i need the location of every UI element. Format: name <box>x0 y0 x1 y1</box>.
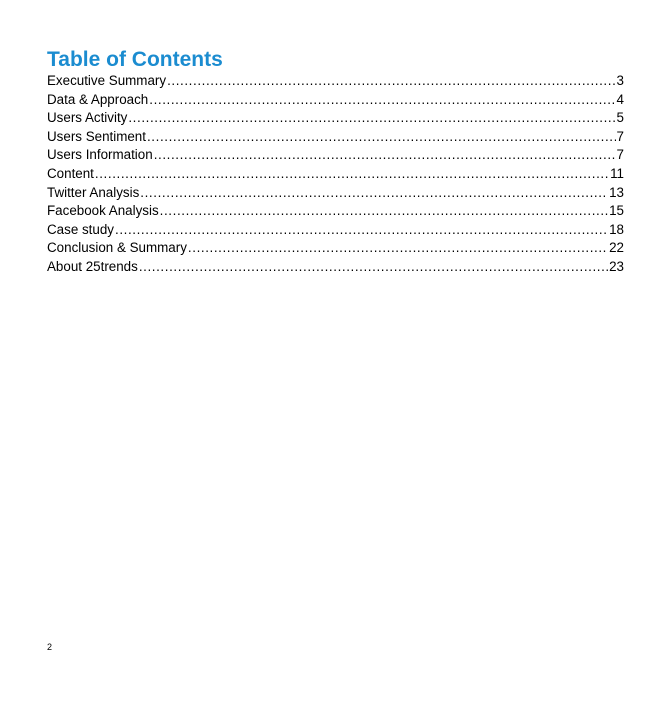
toc-entry-page[interactable]: 13 <box>609 184 624 200</box>
toc-dot-leader <box>128 109 615 128</box>
toc-entry-title[interactable]: Conclusion & Summary <box>47 240 187 256</box>
page-number: 2 <box>47 642 53 652</box>
toc-entry-about-25trends[interactable] <box>47 258 624 277</box>
toc-entry-page[interactable]: 3 <box>616 73 624 88</box>
toc-dot-leader <box>147 128 616 147</box>
toc-entry-case-study[interactable] <box>47 221 624 240</box>
toc-dot-leader <box>149 91 615 110</box>
toc-heading: Table of Contents <box>47 48 223 71</box>
toc-entry-users-information[interactable] <box>47 146 624 165</box>
toc-dot-leader <box>139 258 608 277</box>
toc-entry-twitter-analysis[interactable] <box>47 184 624 203</box>
toc-dot-leader <box>95 165 609 184</box>
toc-entry-title[interactable]: About 25trends <box>47 258 138 274</box>
toc-entry-users-sentiment[interactable] <box>47 128 624 147</box>
toc-entry-title[interactable]: Users Activity <box>47 110 128 126</box>
toc-entry-page[interactable]: 5 <box>616 110 624 126</box>
toc-entry-conclusion-summary[interactable] <box>47 239 624 258</box>
toc-dot-leader <box>160 202 608 221</box>
toc-dot-leader <box>188 239 608 258</box>
toc-entry-title[interactable]: Facebook Analysis <box>47 203 159 219</box>
toc-entry-facebook-analysis[interactable] <box>47 202 624 221</box>
toc-entry-content[interactable] <box>47 165 624 184</box>
toc-entry-title[interactable]: Users Sentiment <box>47 128 146 144</box>
toc-entry-title[interactable]: Executive Summary <box>47 73 167 88</box>
toc-entry-title[interactable]: Users Information <box>47 147 153 163</box>
toc-entry-title[interactable]: Case study <box>47 221 114 237</box>
toc-dot-leader <box>140 184 608 203</box>
toc-entry-title[interactable]: Content <box>47 165 94 181</box>
toc-entry-page[interactable]: 15 <box>609 203 624 219</box>
toc-entry-title[interactable]: Data & Approach <box>47 91 149 107</box>
toc-entry-data-approach[interactable] <box>47 91 624 110</box>
toc-dot-leader <box>154 146 616 165</box>
toc-entry-users-activity[interactable] <box>47 109 624 128</box>
toc-entry-page[interactable]: 7 <box>616 128 624 144</box>
toc-entry-executive-summary[interactable] <box>47 72 624 91</box>
toc-entry-title[interactable]: Twitter Analysis <box>47 184 140 200</box>
toc-entry-page[interactable]: 7 <box>616 147 624 163</box>
toc-entry-page[interactable]: 11 <box>610 165 624 181</box>
toc-list <box>47 72 624 277</box>
toc-entry-page[interactable]: 23 <box>609 258 624 274</box>
toc-dot-leader <box>115 221 608 240</box>
toc-entry-page[interactable]: 22 <box>609 240 624 256</box>
toc-entry-page[interactable]: 4 <box>616 91 624 107</box>
toc-dot-leader <box>167 72 615 91</box>
toc-entry-page[interactable]: 18 <box>609 221 624 237</box>
